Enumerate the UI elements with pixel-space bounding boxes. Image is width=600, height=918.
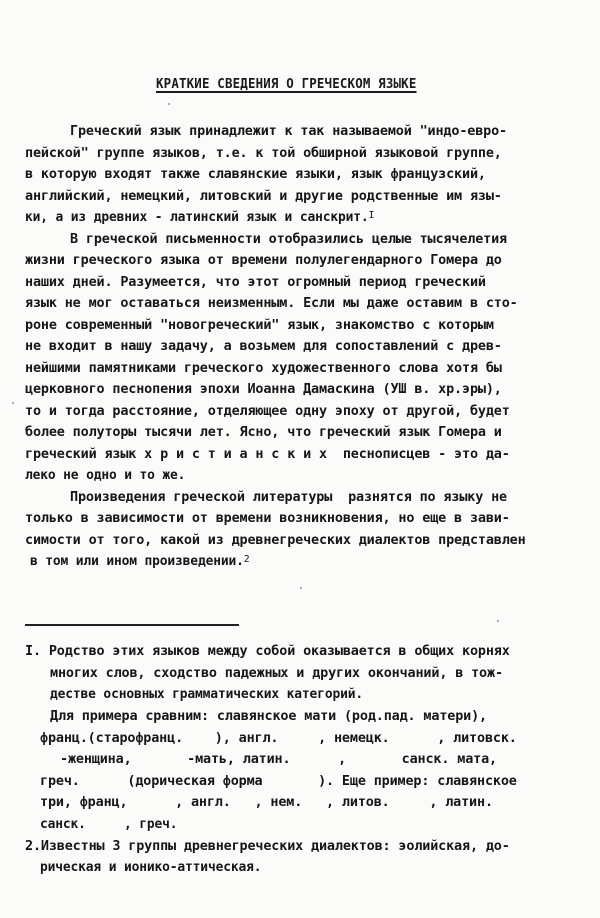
body-line-text: роне современный "новогреческий" язык, знакомство с которым [25, 318, 494, 333]
footnote-separator [25, 624, 239, 626]
footnote-line-text: рическая и ионико-аттическая. [40, 860, 262, 875]
paper-speck [12, 402, 14, 404]
footnote-line-text: дестве основных грамматических категорий. [50, 687, 363, 702]
body-line-text: леко не одно и то же. [25, 468, 186, 483]
body-line [25, 275, 486, 291]
body-line [25, 296, 518, 312]
body-line [70, 232, 507, 248]
body-line-text: церковного песнопения эпохи Иоанна Дамаскина (УШ в. хр.эры), [25, 382, 502, 397]
footnote-line-text: франц.(старофранц. ), англ. , немецк. , литовск. [40, 731, 517, 746]
footnote-line-text: греч. (дорическая форма ). Еще пример: славянское [40, 774, 517, 789]
body-line [70, 124, 507, 140]
footnote-line [40, 731, 517, 747]
body-line-text: то и тогда расстояние, отделяющее одну эпоху от другой, будет [25, 404, 510, 419]
footnote-line [40, 795, 493, 811]
footnote-line [25, 644, 510, 660]
paper-speck [168, 103, 170, 105]
body-line [25, 468, 185, 484]
footnote-line-text: Для примера сравним: славянское мати (род.пад. матери), [50, 709, 488, 724]
body-line-text: язык не мог оставаться неизменным. Если мы даже оставим в сто- [25, 296, 518, 311]
body-line [25, 533, 526, 549]
footnote-marker: 2 [243, 554, 250, 565]
footnote-line [25, 839, 510, 855]
body-line-text: Произведения греческой литературы разнятся по языку не [70, 490, 508, 505]
body-line-text: В греческой письменности отобразились целые тысячелетия [70, 232, 508, 247]
body-line [25, 404, 510, 420]
body-line-text: английский, немецкий, литовский и другие родственные им язы- [25, 189, 502, 204]
page-title: КРАТКИЕ СВЕДЕНИЯ О ГРЕЧЕСКОМ ЯЗЫКЕ [156, 76, 417, 92]
footnote-line [50, 666, 503, 682]
footnote-line-text: 2.Известны 3 группы древнегреческих диалектов: эолийская, до- [25, 839, 510, 854]
body-line-text: в том или ином произведении. [30, 554, 244, 569]
paper-speck [300, 587, 302, 589]
body-line [25, 511, 510, 527]
footnote-line-text: -женщина, -мать, латин. , санск. мата, [60, 752, 498, 767]
body-line [30, 554, 250, 571]
body-line [25, 253, 502, 269]
footnote-line [60, 752, 497, 768]
footnote-line [50, 687, 363, 703]
body-line [25, 447, 510, 463]
body-line-text: только в зависимости от времени возникновения, но еще в зави- [25, 511, 510, 526]
footnote-line-text: многих слов, сходство падежных и других окончаний, в тож- [50, 666, 503, 681]
body-line-text: греческий язык х р и с т и а н с к и х песнописцев - это да- [25, 447, 510, 462]
body-line-text: симости от того, какой из древнегреческих диалектов представлен [25, 533, 526, 548]
body-line [70, 490, 507, 506]
footnote-line-text: I. Родство этих языков между собой оказывается в общих корнях [25, 644, 510, 659]
footnote-line [40, 817, 177, 833]
body-line [25, 425, 502, 441]
body-line [25, 210, 374, 227]
body-line-text: наших дней. Разумеется, что этот огромный период греческий [25, 275, 486, 290]
body-line-text: не входит в нашу задачу, а возьмем для сопоставлений с древ- [25, 339, 502, 354]
body-line-text: нейшими памятниками греческого художественного слова хотя бы [25, 361, 502, 376]
body-line [25, 167, 486, 183]
footnote-line [40, 774, 517, 790]
footnote-line-text: санск. , греч. [40, 817, 178, 832]
body-line [25, 339, 502, 355]
body-line [25, 318, 494, 334]
body-line-text: пейской" группе языков, т.е. к той обширной языковой группе, [25, 146, 502, 161]
body-line [25, 361, 502, 377]
footnote-line [50, 709, 487, 725]
footnote-marker: I [368, 210, 375, 221]
body-line-text: ки, а из древних - латинский язык и санскрит. [25, 210, 369, 225]
footnote-line [40, 860, 261, 876]
body-line [25, 382, 502, 398]
body-line-text: Греческий язык принадлежит к так называемой "индо-евро- [70, 124, 508, 139]
body-line [25, 146, 502, 162]
body-line-text: жизни греческого языка от времени полулегендарного Гомера до [25, 253, 502, 268]
paper-speck [497, 620, 499, 622]
body-line-text: в которую входят также славянские языки, язык французский, [25, 167, 486, 182]
body-line [25, 189, 502, 205]
footnote-line-text: три, франц, , англ. , нем. , литов. , латин. [40, 795, 493, 810]
body-line-text: более полуторы тысячи лет. Ясно, что греческий язык Гомера и [25, 425, 502, 440]
